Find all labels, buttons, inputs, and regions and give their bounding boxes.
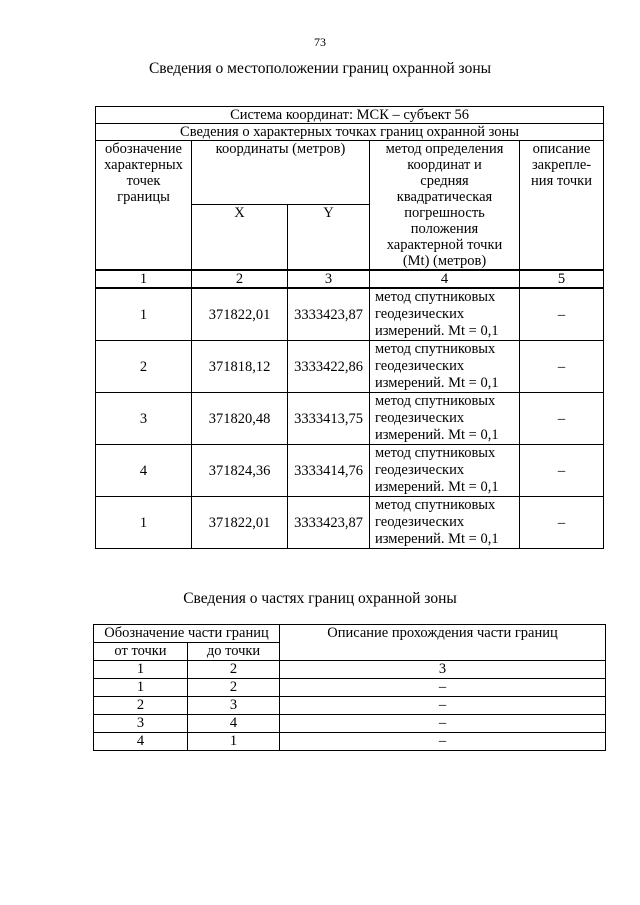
x-value: 371822,01 — [192, 288, 288, 341]
to-point: 1 — [188, 733, 280, 751]
column-number: 1 — [94, 661, 188, 679]
column-number: 1 — [96, 270, 192, 288]
x-value: 371818,12 — [192, 341, 288, 393]
description-value: – — [520, 341, 604, 393]
column-number: 4 — [370, 270, 520, 288]
method-value: метод спутниковых геодезических измерений. Mt = 0,1 — [370, 445, 520, 497]
method-value: метод спутниковых геодезических измерений. Mt = 0,1 — [370, 288, 520, 341]
point-id: 3 — [96, 393, 192, 445]
description-value: – — [520, 288, 604, 341]
page-number: 73 — [314, 35, 326, 49]
part-description: – — [280, 715, 606, 733]
y-value: 3333423,87 — [288, 288, 370, 341]
coordinate-system-header: Система координат: МСК – субъект 56 — [96, 107, 604, 124]
column-number: 2 — [192, 270, 288, 288]
method-value: метод спутниковых геодезических измерений. Mt = 0,1 — [370, 393, 520, 445]
points-section-header: Сведения о характерных точках границ охранной зоны — [96, 124, 604, 141]
x-header: X — [192, 204, 288, 270]
column-number: 2 — [188, 661, 280, 679]
to-point-header: до точки — [188, 643, 280, 661]
to-point: 3 — [188, 697, 280, 715]
to-point: 4 — [188, 715, 280, 733]
table-row — [96, 288, 604, 341]
boundary-parts-table — [93, 624, 606, 751]
part-description: – — [280, 733, 606, 751]
coordinates-header: координаты (метров) — [192, 141, 370, 205]
column-number: 3 — [288, 270, 370, 288]
part-description-header: Описание прохождения части границ — [280, 625, 606, 661]
section-title-boundaries: Сведения о местоположении границ охранной зоны — [148, 60, 492, 77]
table-row — [96, 107, 604, 124]
description-value: – — [520, 445, 604, 497]
part-description: – — [280, 697, 606, 715]
table-row — [96, 124, 604, 141]
method-header: метод определения координат и средняя квадратическая погрешность положения характерной точки (Mt) (метров) — [370, 141, 520, 271]
part-description: – — [280, 679, 606, 697]
table-row — [94, 697, 606, 715]
table-row — [96, 341, 604, 393]
table-row — [94, 715, 606, 733]
x-value: 371822,01 — [192, 497, 288, 549]
designation-header: обозначение характерных точек границы — [96, 141, 192, 271]
point-id: 1 — [96, 288, 192, 341]
point-id: 2 — [96, 341, 192, 393]
y-value: 3333423,87 — [288, 497, 370, 549]
column-number-row — [94, 661, 606, 679]
column-number: 3 — [280, 661, 606, 679]
table-row — [96, 497, 604, 549]
y-value: 3333413,75 — [288, 393, 370, 445]
table-header-row — [94, 625, 606, 643]
table-row — [96, 393, 604, 445]
x-value: 371824,36 — [192, 445, 288, 497]
method-value: метод спутниковых геодезических измерений. Mt = 0,1 — [370, 497, 520, 549]
from-point-header: от точки — [94, 643, 188, 661]
column-number: 5 — [520, 270, 604, 288]
description-value: – — [520, 497, 604, 549]
table-row — [96, 445, 604, 497]
part-designation-header: Обозначение части границ — [94, 625, 280, 643]
column-number-row — [96, 270, 604, 288]
to-point: 2 — [188, 679, 280, 697]
from-point: 3 — [94, 715, 188, 733]
y-header: Y — [288, 204, 370, 270]
description-header: описание закрепле- ния точки — [520, 141, 604, 271]
y-value: 3333414,76 — [288, 445, 370, 497]
method-value: метод спутниковых геодезических измерений. Mt = 0,1 — [370, 341, 520, 393]
x-value: 371820,48 — [192, 393, 288, 445]
point-id: 4 — [96, 445, 192, 497]
point-id: 1 — [96, 497, 192, 549]
section-title-parts: Сведения о частях границ охранной зоны — [183, 590, 457, 607]
from-point: 4 — [94, 733, 188, 751]
description-value: – — [520, 393, 604, 445]
table-row — [94, 679, 606, 697]
from-point: 2 — [94, 697, 188, 715]
table-row — [94, 733, 606, 751]
table-header-row — [96, 141, 604, 205]
from-point: 1 — [94, 679, 188, 697]
boundary-points-table — [95, 106, 604, 549]
y-value: 3333422,86 — [288, 341, 370, 393]
